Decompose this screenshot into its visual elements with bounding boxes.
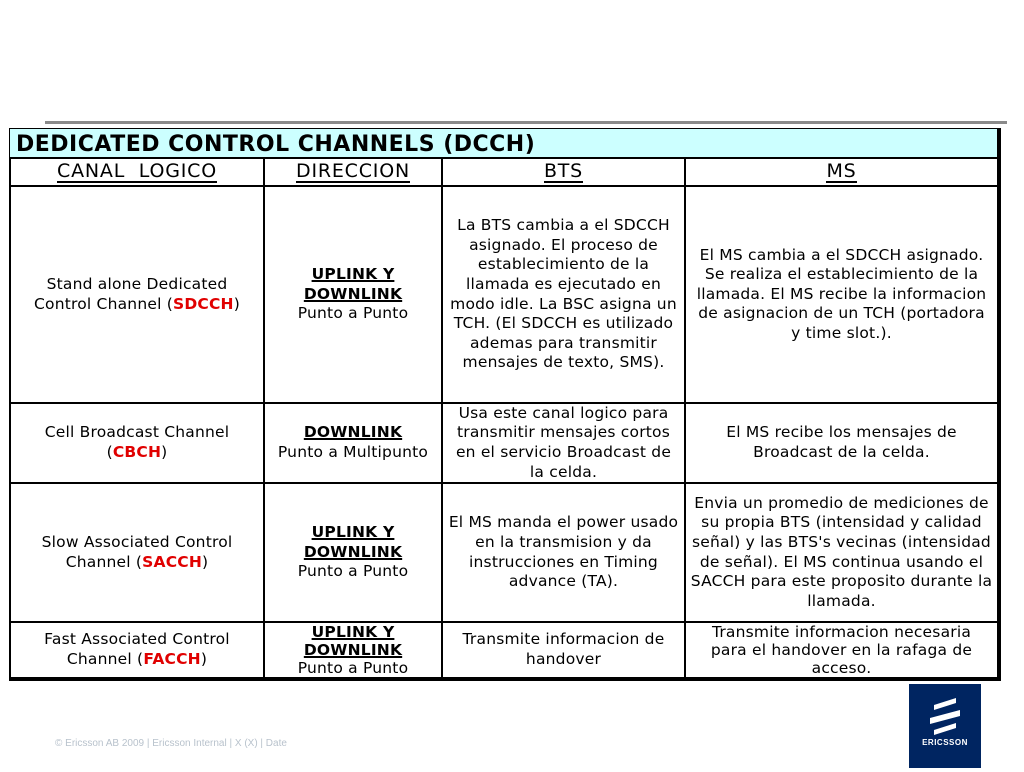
direction-cell-cbch: DOWNLINK Punto a Multipunto [264, 403, 442, 483]
ms-cell-cbch: El MS recibe los mensajes de Broadcast de la celda. [685, 403, 998, 483]
direction-cell-sdcch: UPLINK Y DOWNLINK Punto a Punto [264, 186, 442, 403]
channel-cell-sdcch: Stand alone Dedicated Control Channel (SDCCH) [10, 186, 264, 403]
ericsson-mark-icon [909, 684, 981, 768]
bts-cell-sdcch: La BTS cambia a el SDCCH asignado. El proceso de establecimiento de la llamada es ejecutado en modo idle. La BSC asigna un TCH. (El SDCCH es utilizado ademas para transmitir mensajes de texto, SMS). [442, 186, 685, 403]
column-header-ms: MS [685, 158, 998, 186]
ericsson-logo-text: ERICSSON [922, 738, 968, 747]
column-header-direccion: DIRECCION [264, 158, 442, 186]
direction-cell-facch: UPLINK Y DOWNLINK Punto a Punto [264, 622, 442, 678]
slide-footer: © Ericsson AB 2009 | Ericsson Internal | X (X) | Date [55, 738, 287, 749]
bts-cell-sacch: El MS manda el power usado en la transmision y da instrucciones en Timing advance (TA). [442, 483, 685, 622]
ms-cell-sacch: Envia un promedio de mediciones de su propia BTS (intensidad y calidad señal) y las BTS's vecinas (intensidad de señal). El MS continua usando el SACCH para este proposito durante la llamada. [685, 483, 998, 622]
channel-cell-facch: Fast Associated Control Channel (FACCH) [10, 622, 264, 678]
ms-cell-sdcch: El MS cambia a el SDCCH asignado. Se realiza el establecimiento de la llamada. El MS recibe la informacion de asignacion de un TCH (portadora y time slot.). [685, 186, 998, 403]
channel-cell-sacch: Slow Associated Control Channel (SACCH) [10, 483, 264, 622]
bts-cell-facch: Transmite informacion de handover [442, 622, 685, 678]
table-title: DEDICATED CONTROL CHANNELS (DCCH) [9, 128, 998, 158]
column-header-bts: BTS [442, 158, 685, 186]
ms-cell-facch: Transmite informacion necesaria para el handover en la rafaga de acceso. [685, 622, 998, 678]
top-divider-line [45, 121, 1007, 124]
direction-cell-sacch: UPLINK Y DOWNLINK Punto a Punto [264, 483, 442, 622]
ericsson-logo [909, 684, 981, 768]
column-header-canal-logico: CANAL LOGICO [10, 158, 264, 186]
channel-cell-cbch: Cell Broadcast Channel (CBCH) [10, 403, 264, 483]
bts-cell-cbch: Usa este canal logico para transmitir mensajes cortos en el servicio Broadcast de la celda. [442, 403, 685, 483]
